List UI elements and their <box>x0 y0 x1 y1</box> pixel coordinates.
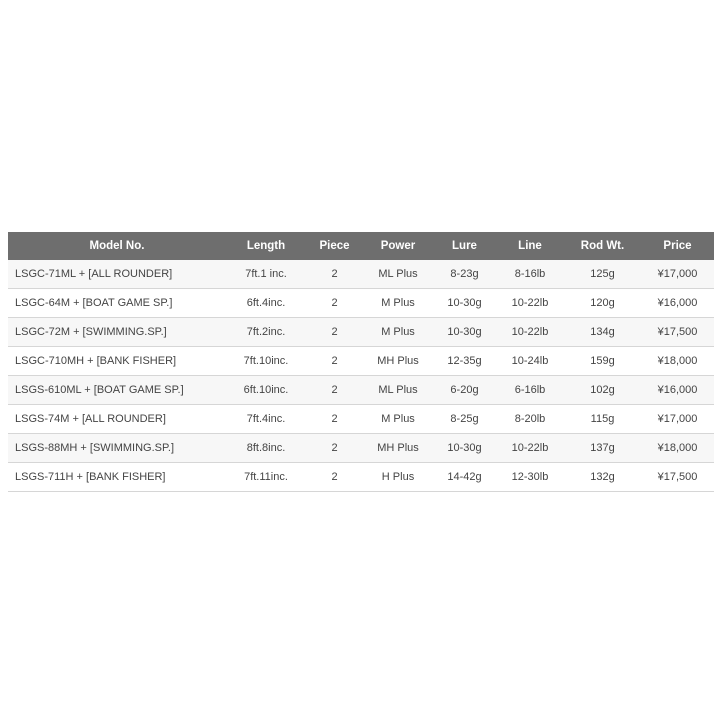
table-row <box>8 260 714 289</box>
cell-line: 10-22lb <box>496 289 564 318</box>
cell-length: 8ft.8inc. <box>226 434 306 463</box>
cell-lure: 6-20g <box>433 376 496 405</box>
cell-rod-weight: 102g <box>564 376 641 405</box>
header-price: Price <box>641 232 714 260</box>
cell-length: 7ft.4inc. <box>226 405 306 434</box>
cell-piece: 2 <box>306 347 363 376</box>
cell-line: 8-20lb <box>496 405 564 434</box>
header-rod-weight: Rod Wt. <box>564 232 641 260</box>
rod-spec-table <box>8 232 714 492</box>
cell-model-no: LSGS-711H + [BANK FISHER] <box>8 463 226 492</box>
cell-length: 7ft.1 inc. <box>226 260 306 289</box>
cell-model-no: LSGS-88MH + [SWIMMING.SP.] <box>8 434 226 463</box>
cell-lure: 10-30g <box>433 289 496 318</box>
cell-price: ¥18,000 <box>641 434 714 463</box>
cell-power: M Plus <box>363 318 433 347</box>
cell-piece: 2 <box>306 289 363 318</box>
table-row <box>8 405 714 434</box>
cell-line: 10-24lb <box>496 347 564 376</box>
cell-piece: 2 <box>306 434 363 463</box>
cell-line: 10-22lb <box>496 434 564 463</box>
cell-length: 6ft.10inc. <box>226 376 306 405</box>
cell-lure: 14-42g <box>433 463 496 492</box>
cell-lure: 8-23g <box>433 260 496 289</box>
cell-price: ¥16,000 <box>641 289 714 318</box>
cell-rod-weight: 134g <box>564 318 641 347</box>
cell-line: 10-22lb <box>496 318 564 347</box>
cell-power: M Plus <box>363 405 433 434</box>
table-row <box>8 347 714 376</box>
cell-line: 6-16lb <box>496 376 564 405</box>
cell-length: 7ft.11inc. <box>226 463 306 492</box>
cell-price: ¥16,000 <box>641 376 714 405</box>
header-line: Line <box>496 232 564 260</box>
header-piece: Piece <box>306 232 363 260</box>
cell-lure: 12-35g <box>433 347 496 376</box>
cell-rod-weight: 137g <box>564 434 641 463</box>
table-row <box>8 376 714 405</box>
cell-lure: 10-30g <box>433 434 496 463</box>
cell-lure: 10-30g <box>433 318 496 347</box>
table-row <box>8 289 714 318</box>
table-row <box>8 318 714 347</box>
table-header-row <box>8 232 714 260</box>
cell-lure: 8-25g <box>433 405 496 434</box>
cell-rod-weight: 125g <box>564 260 641 289</box>
table-row <box>8 463 714 492</box>
cell-price: ¥17,000 <box>641 260 714 289</box>
cell-price: ¥18,000 <box>641 347 714 376</box>
cell-power: ML Plus <box>363 260 433 289</box>
cell-length: 7ft.10inc. <box>226 347 306 376</box>
cell-model-no: LSGS-610ML + [BOAT GAME SP.] <box>8 376 226 405</box>
cell-power: M Plus <box>363 289 433 318</box>
cell-rod-weight: 115g <box>564 405 641 434</box>
cell-rod-weight: 159g <box>564 347 641 376</box>
cell-power: H Plus <box>363 463 433 492</box>
cell-length: 7ft.2inc. <box>226 318 306 347</box>
header-length: Length <box>226 232 306 260</box>
cell-price: ¥17,000 <box>641 405 714 434</box>
cell-model-no: LSGC-72M + [SWIMMING.SP.] <box>8 318 226 347</box>
cell-power: ML Plus <box>363 376 433 405</box>
cell-piece: 2 <box>306 463 363 492</box>
cell-price: ¥17,500 <box>641 463 714 492</box>
cell-price: ¥17,500 <box>641 318 714 347</box>
cell-power: MH Plus <box>363 434 433 463</box>
cell-rod-weight: 132g <box>564 463 641 492</box>
table-row <box>8 434 714 463</box>
header-lure: Lure <box>433 232 496 260</box>
cell-power: MH Plus <box>363 347 433 376</box>
cell-line: 12-30lb <box>496 463 564 492</box>
cell-piece: 2 <box>306 405 363 434</box>
cell-piece: 2 <box>306 376 363 405</box>
header-model-no: Model No. <box>8 232 226 260</box>
cell-model-no: LSGS-74M + [ALL ROUNDER] <box>8 405 226 434</box>
cell-piece: 2 <box>306 260 363 289</box>
cell-rod-weight: 120g <box>564 289 641 318</box>
cell-model-no: LSGC-71ML + [ALL ROUNDER] <box>8 260 226 289</box>
header-power: Power <box>363 232 433 260</box>
cell-model-no: LSGC-64M + [BOAT GAME SP.] <box>8 289 226 318</box>
cell-piece: 2 <box>306 318 363 347</box>
cell-model-no: LSGC-710MH + [BANK FISHER] <box>8 347 226 376</box>
cell-length: 6ft.4inc. <box>226 289 306 318</box>
cell-line: 8-16lb <box>496 260 564 289</box>
